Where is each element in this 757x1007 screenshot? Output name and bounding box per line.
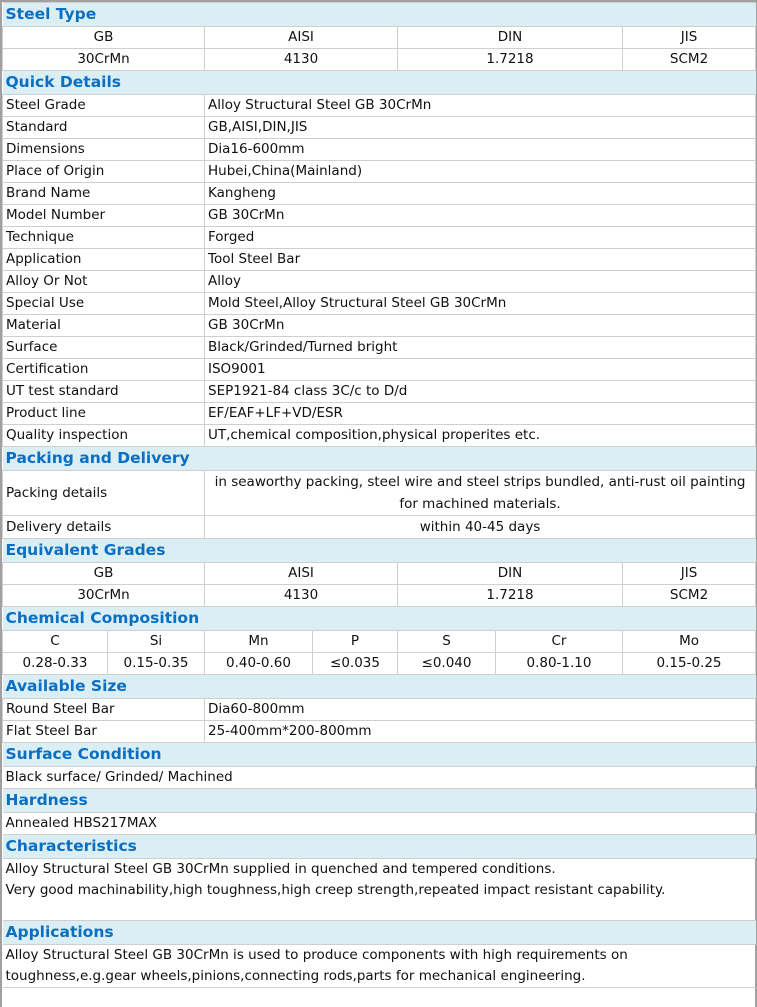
- element-value: ≤0.040: [398, 653, 496, 675]
- row-value: in seaworthy packing, steel wire and steel strips bundled, anti-rust oil painting for machined materials.: [205, 471, 756, 516]
- table-row: [3, 945, 756, 967]
- row-label: Special Use: [3, 293, 205, 315]
- row-value: Alloy: [205, 271, 756, 293]
- row-label: Dimensions: [3, 139, 205, 161]
- text-line: Black surface/ Grinded/ Machined: [3, 767, 756, 789]
- row-value: UT,chemical composition,physical properites etc.: [205, 425, 756, 447]
- row-value: Alloy Structural Steel GB 30CrMn: [205, 95, 756, 117]
- column-header: GB: [3, 27, 205, 49]
- table-cell: 1.7218: [398, 585, 623, 607]
- section-header-steel-type: [3, 3, 756, 27]
- table-row: [3, 767, 756, 789]
- element-value: 0.28-0.33: [3, 653, 108, 675]
- row-value: within 40-45 days: [205, 516, 756, 539]
- table-row: [3, 161, 756, 183]
- column-header: DIN: [398, 27, 623, 49]
- section-header-available-size: [3, 675, 756, 699]
- row-label: Steel Grade: [3, 95, 205, 117]
- section-title: Characteristics: [3, 835, 756, 859]
- row-value: GB,AISI,DIN,JIS: [205, 117, 756, 139]
- row-value: Dia16-600mm: [205, 139, 756, 161]
- row-value: ISO9001: [205, 359, 756, 381]
- row-label: Certification: [3, 359, 205, 381]
- table-cell: SCM2: [623, 49, 756, 71]
- table-row: [3, 901, 756, 921]
- table-row: [3, 271, 756, 293]
- table-row: [3, 563, 756, 585]
- table-row: [3, 471, 756, 516]
- row-label: Technique: [3, 227, 205, 249]
- table-row: [3, 315, 756, 337]
- table-row: [3, 337, 756, 359]
- row-label: Model Number: [3, 205, 205, 227]
- element-header: Mo: [623, 631, 756, 653]
- text-line: Very good machinability,high toughness,high creep strength,repeated impact resistant capability.: [5, 882, 666, 898]
- table-cell: SCM2: [623, 585, 756, 607]
- table-row: [3, 381, 756, 403]
- element-value: 0.15-0.25: [623, 653, 756, 675]
- element-header: Si: [108, 631, 205, 653]
- element-value: 0.80-1.10: [496, 653, 623, 675]
- row-label: Quality inspection: [3, 425, 205, 447]
- section-title: Steel Type: [3, 3, 756, 27]
- table-row: [3, 880, 756, 901]
- row-label: Flat Steel Bar: [3, 721, 205, 743]
- table-cell: 4130: [205, 49, 398, 71]
- row-value: Dia60-800mm: [205, 699, 756, 721]
- section-header-chemical-composition: [3, 607, 756, 631]
- row-label: Round Steel Bar: [3, 699, 205, 721]
- text-line: Annealed HBS217MAX: [3, 813, 756, 835]
- element-header: S: [398, 631, 496, 653]
- element-header: C: [3, 631, 108, 653]
- table-row: [3, 227, 756, 249]
- table-row: [3, 966, 756, 988]
- row-label: Material: [3, 315, 205, 337]
- section-title: Hardness: [3, 789, 756, 813]
- section-header-hardness: [3, 789, 756, 813]
- column-header: JIS: [623, 27, 756, 49]
- row-label: Packing details: [3, 471, 205, 516]
- section-header-quick-details: [3, 71, 756, 95]
- table-row: [3, 425, 756, 447]
- row-label: Brand Name: [3, 183, 205, 205]
- table-row: [3, 516, 756, 539]
- column-header: AISI: [205, 563, 398, 585]
- text-line: Alloy Structural Steel GB 30CrMn supplied in quenched and tempered conditions.: [3, 859, 756, 881]
- section-title: Chemical Composition: [3, 607, 756, 631]
- row-value: Mold Steel,Alloy Structural Steel GB 30CrMn: [205, 293, 756, 315]
- row-label: Application: [3, 249, 205, 271]
- table-row: [3, 403, 756, 425]
- table-cell: 30CrMn: [3, 49, 205, 71]
- section-header-surface-condition: [3, 743, 756, 767]
- section-title: Quick Details: [3, 71, 756, 95]
- row-value: Black/Grinded/Turned bright: [205, 337, 756, 359]
- table-row: [3, 95, 756, 117]
- table-row: [3, 631, 756, 653]
- row-value: Forged: [205, 227, 756, 249]
- section-header-packing-and-delivery: [3, 447, 756, 471]
- table-row: [3, 359, 756, 381]
- row-value: SEP1921-84 class 3C/c to D/d: [205, 381, 756, 403]
- table-row: [3, 27, 756, 49]
- column-header: GB: [3, 563, 205, 585]
- row-label: Alloy Or Not: [3, 271, 205, 293]
- element-value: 0.40-0.60: [205, 653, 313, 675]
- table-row: [3, 249, 756, 271]
- section-title: Surface Condition: [3, 743, 756, 767]
- table-row: [3, 585, 756, 607]
- column-header: AISI: [205, 27, 398, 49]
- text-line: [3, 901, 756, 921]
- row-value: Tool Steel Bar: [205, 249, 756, 271]
- row-value: EF/EAF+LF+VD/ESR: [205, 403, 756, 425]
- row-label: Surface: [3, 337, 205, 359]
- row-value: Hubei,China(Mainland): [205, 161, 756, 183]
- section-title: Available Size: [3, 675, 756, 699]
- table-row: [3, 49, 756, 71]
- table-row: [3, 859, 756, 881]
- table-row: [3, 293, 756, 315]
- table-row: [3, 205, 756, 227]
- row-value: GB 30CrMn: [205, 315, 756, 337]
- table-row: [3, 117, 756, 139]
- table-cell: 1.7218: [398, 49, 623, 71]
- element-header: P: [313, 631, 398, 653]
- table-row: [3, 699, 756, 721]
- row-value: 25-400mm*200-800mm: [205, 721, 756, 743]
- column-header: JIS: [623, 563, 756, 585]
- table-cell: 30CrMn: [3, 585, 205, 607]
- section-header-characteristics: [3, 835, 756, 859]
- row-value: GB 30CrMn: [205, 205, 756, 227]
- section-title: Equivalent Grades: [3, 539, 756, 563]
- element-value: 0.15-0.35: [108, 653, 205, 675]
- row-label: Product line: [3, 403, 205, 425]
- row-label: UT test standard: [3, 381, 205, 403]
- section-title: Packing and Delivery: [3, 447, 756, 471]
- row-label: Place of Origin: [3, 161, 205, 183]
- table-row: [3, 139, 756, 161]
- table-cell: 4130: [205, 585, 398, 607]
- text-line: toughness,e.g.gear wheels,pinions,connecting rods,parts for mechanical engineering.: [3, 966, 756, 988]
- element-value: ≤0.035: [313, 653, 398, 675]
- column-header: DIN: [398, 563, 623, 585]
- element-header: Mn: [205, 631, 313, 653]
- section-header-equivalent-grades: [3, 539, 756, 563]
- section-header-applications: [3, 921, 756, 945]
- text-line: Alloy Structural Steel GB 30CrMn is used to produce components with high requirements on: [3, 945, 756, 967]
- row-label: Delivery details: [3, 516, 205, 539]
- table-row: [3, 653, 756, 675]
- row-label: Standard: [3, 117, 205, 139]
- row-value: Kangheng: [205, 183, 756, 205]
- table-row: [3, 813, 756, 835]
- element-header: Cr: [496, 631, 623, 653]
- spec-table: [2, 2, 756, 988]
- table-row: [3, 183, 756, 205]
- section-title: Applications: [3, 921, 756, 945]
- table-row: [3, 721, 756, 743]
